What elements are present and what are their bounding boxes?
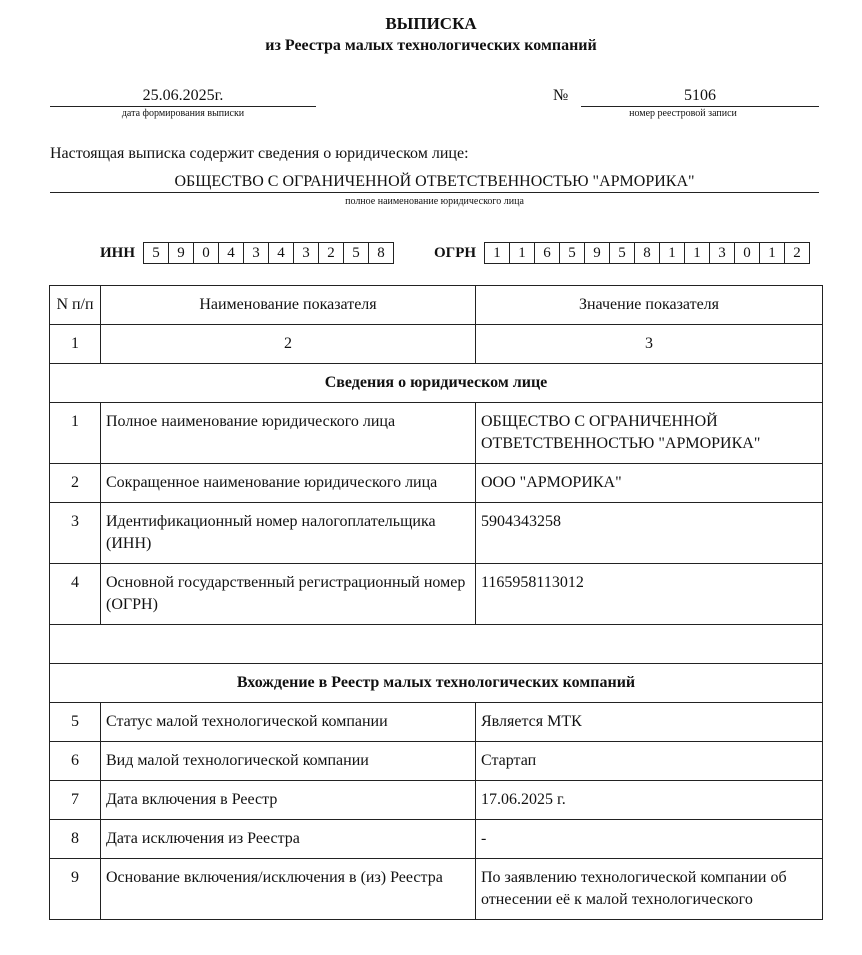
record-number-caption: номер реестровой записи	[629, 108, 737, 119]
table-row	[50, 859, 823, 920]
number-sign: №	[553, 87, 569, 104]
row-value: 1165958113012	[476, 564, 823, 625]
inn-digit: 9	[169, 243, 194, 263]
ogrn-digit: 8	[635, 243, 660, 263]
row-name: Сокращенное наименование юридического лица	[101, 464, 476, 503]
ogrn-digit: 5	[560, 243, 585, 263]
record-number: 5106	[581, 86, 819, 107]
inn-digit-cells	[143, 242, 394, 264]
row-name: Дата исключения из Реестра	[101, 820, 476, 859]
row-name: Основание включения/исключения в (из) Реестра	[101, 859, 476, 920]
ogrn-digit-cells	[484, 242, 810, 264]
inn-label: ИНН	[100, 244, 136, 261]
row-value: По заявлению технологической компании об отнесении её к малой технологического	[476, 859, 823, 920]
section-row	[50, 664, 823, 703]
ogrn-digit: 2	[793, 245, 801, 261]
inn-block	[100, 241, 394, 265]
inn-digit: 4	[269, 243, 294, 263]
inn-digit: 3	[244, 243, 269, 263]
empty-spacer-row	[50, 625, 823, 664]
table-header-row	[50, 286, 823, 325]
table-row	[50, 742, 823, 781]
table-row	[50, 464, 823, 503]
row-num: 5	[50, 703, 101, 742]
ogrn-digit: 1	[485, 243, 510, 263]
row-value: 5904343258	[476, 503, 823, 564]
company-name-caption: полное наименование юридического лица	[345, 196, 524, 207]
ogrn-digit: 1	[760, 243, 785, 263]
row-value: ООО "АРМОРИКА"	[476, 464, 823, 503]
inn-digit: 2	[319, 243, 344, 263]
header-name: Наименование показателя	[101, 286, 476, 325]
inn-digit: 3	[294, 243, 319, 263]
row-name: Дата включения в Реестр	[101, 781, 476, 820]
ogrn-block	[434, 241, 810, 265]
row-value: -	[476, 820, 823, 859]
row-value: Стартап	[476, 742, 823, 781]
row-num: 7	[50, 781, 101, 820]
ogrn-digit: 1	[685, 243, 710, 263]
index-cell: 2	[101, 325, 476, 364]
index-cell: 1	[50, 325, 101, 364]
empty-cell	[50, 625, 823, 664]
ogrn-digit: 3	[710, 243, 735, 263]
table-row	[50, 503, 823, 564]
row-value: 17.06.2025 г.	[476, 781, 823, 820]
inn-digit: 5	[344, 243, 369, 263]
table-index-row	[50, 325, 823, 364]
row-name: Идентификационный номер налогоплательщика (ИНН)	[101, 503, 476, 564]
row-num: 8	[50, 820, 101, 859]
row-num: 6	[50, 742, 101, 781]
ogrn-digit: 1	[510, 243, 535, 263]
table-row	[50, 820, 823, 859]
ogrn-digit: 9	[585, 243, 610, 263]
ogrn-digit: 6	[535, 243, 560, 263]
row-name: Полное наименование юридического лица	[101, 403, 476, 464]
ogrn-digit: 0	[735, 243, 760, 263]
header-value: Значение показателя	[476, 286, 823, 325]
row-num: 9	[50, 859, 101, 920]
inn-digit: 8	[377, 245, 385, 261]
section-title-legal-entity: Сведения о юридическом лице	[50, 364, 823, 403]
row-name: Вид малой технологической компании	[101, 742, 476, 781]
index-cell: 3	[476, 325, 823, 364]
intro-text: Настоящая выписка содержит сведения о юридическом лице:	[50, 145, 469, 162]
ogrn-digit: 5	[610, 243, 635, 263]
table-row	[50, 703, 823, 742]
document-subtitle: из Реестра малых технологических компаний	[265, 37, 597, 54]
ogrn-digit: 1	[660, 243, 685, 263]
row-num: 1	[50, 403, 101, 464]
inn-digit: 0	[194, 243, 219, 263]
formation-date: 25.06.2025г.	[50, 86, 316, 107]
row-num: 3	[50, 503, 101, 564]
company-full-name: ОБЩЕСТВО С ОГРАНИЧЕННОЙ ОТВЕТСТВЕННОСТЬЮ "АРМОРИКА"	[50, 172, 819, 193]
document-title: ВЫПИСКА	[385, 14, 477, 33]
table-row	[50, 781, 823, 820]
ogrn-label: ОГРН	[434, 244, 477, 261]
table-row	[50, 564, 823, 625]
inn-digit: 5	[144, 243, 169, 263]
formation-date-caption: дата формирования выписки	[121, 108, 245, 119]
row-value: Является МТК	[476, 703, 823, 742]
row-num: 4	[50, 564, 101, 625]
section-row	[50, 364, 823, 403]
section-title-registry: Вхождение в Реестр малых технологических компаний	[50, 664, 823, 703]
row-value: ОБЩЕСТВО С ОГРАНИЧЕННОЙ ОТВЕТСТВЕННОСТЬЮ "АРМОРИКА"	[476, 403, 823, 464]
header-num: N п/п	[50, 286, 101, 325]
row-num: 2	[50, 464, 101, 503]
row-name: Основной государственный регистрационный номер (ОГРН)	[101, 564, 476, 625]
registry-table	[49, 285, 823, 920]
row-name: Статус малой технологической компании	[101, 703, 476, 742]
inn-digit: 4	[219, 243, 244, 263]
table-row	[50, 403, 823, 464]
